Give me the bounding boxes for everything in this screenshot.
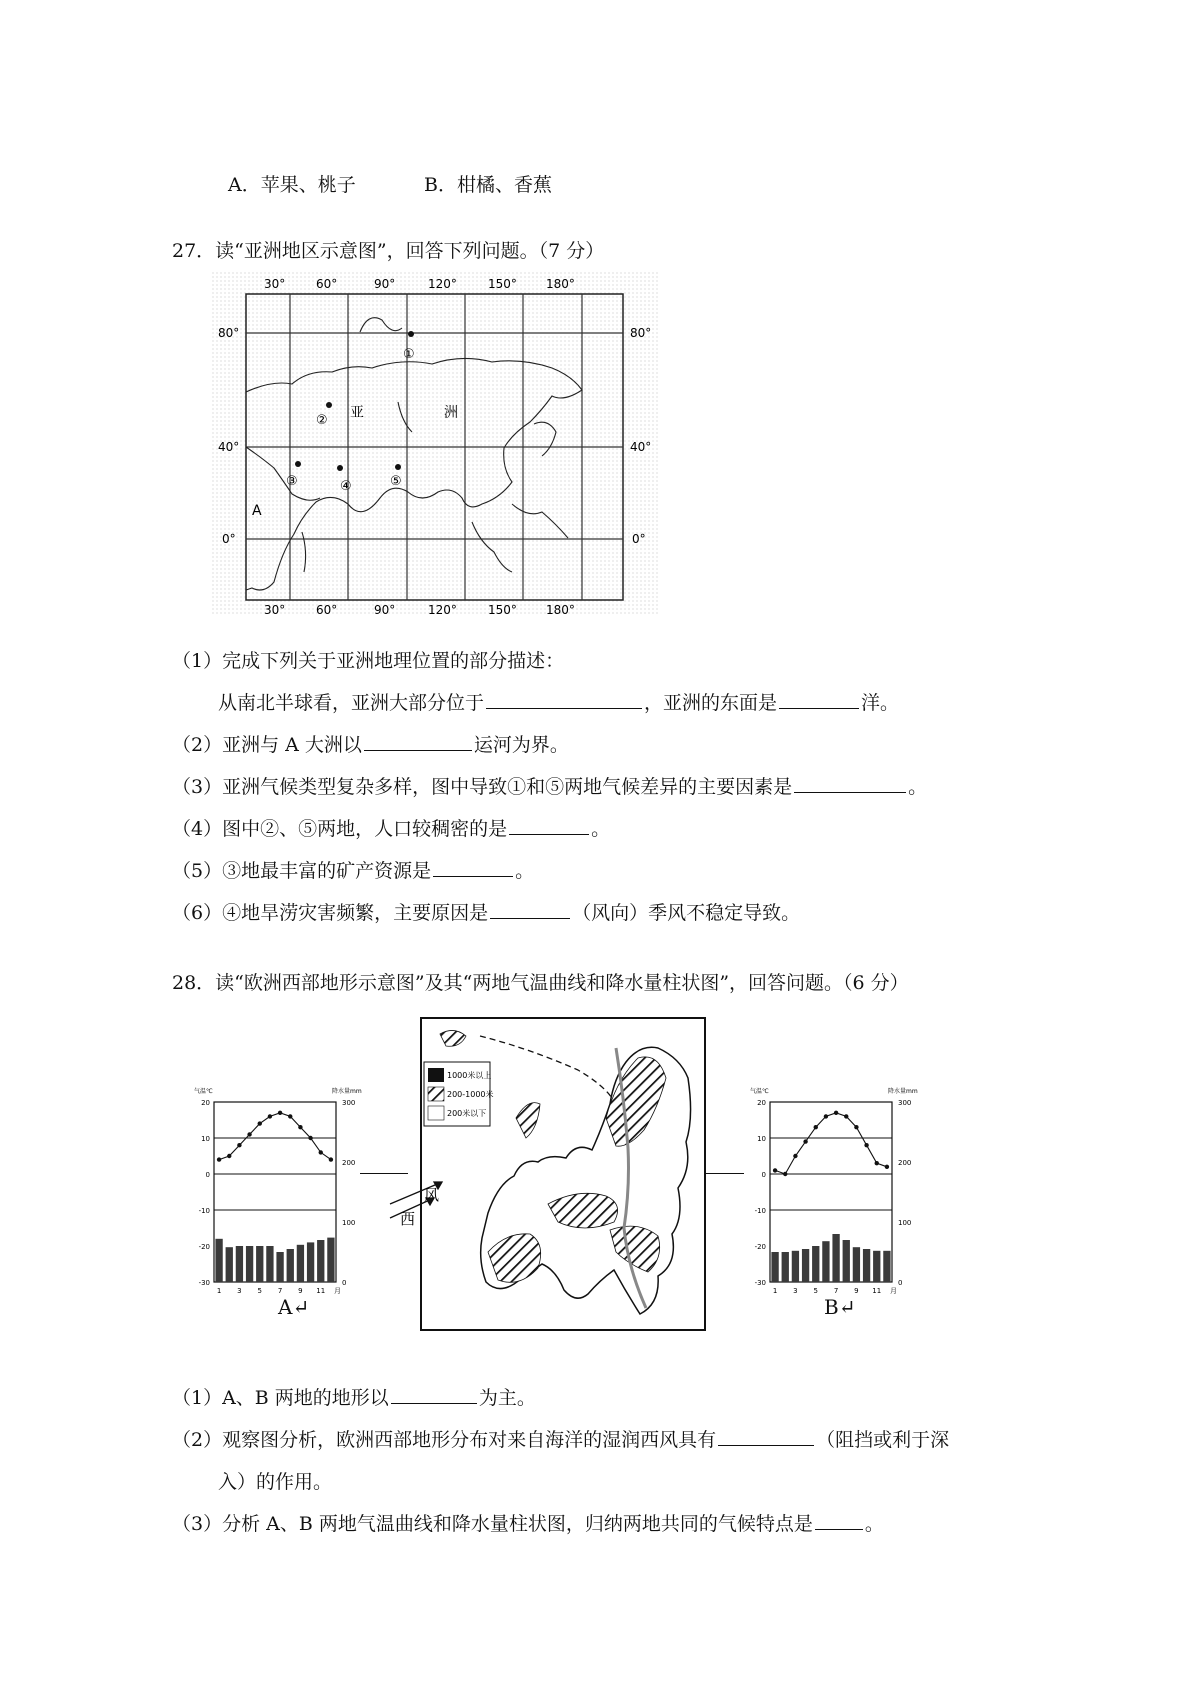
point-label-3: ③ (286, 474, 298, 489)
precip-bar (256, 1246, 263, 1282)
precip-bar (297, 1245, 304, 1282)
point-label-5: ⑤ (390, 474, 402, 489)
q27-sub1-body: 从南北半球看，亚洲大部分位于 ，亚洲的东面是 洋。 (218, 692, 900, 714)
temp-point (854, 1125, 858, 1129)
precip-bar (317, 1240, 324, 1282)
lon-label: 150° (488, 277, 517, 291)
q28-sub2: （2）观察图分析，欧洲西部地形分布对来自海洋的湿润西风具有 （阻挡或利于深 (172, 1429, 950, 1451)
legend-label: 200-1000米 (447, 1090, 494, 1099)
temp-point (814, 1125, 818, 1129)
temp-point (217, 1157, 221, 1161)
lon-label: 60° (316, 603, 338, 616)
precip-unit-label: 降水量mm (332, 1088, 362, 1095)
precip-bar (246, 1246, 253, 1282)
precip-bar (226, 1247, 233, 1282)
temp-tick-label: -20 (198, 1243, 210, 1251)
temp-point (885, 1165, 889, 1169)
answer-blank[interactable] (364, 732, 472, 751)
point-label-4: ④ (340, 479, 352, 494)
answer-blank[interactable] (815, 1511, 863, 1530)
precip-bar (215, 1239, 222, 1282)
lon-label: 120° (428, 603, 457, 616)
precip-bar (832, 1234, 839, 1282)
temp-point (319, 1150, 323, 1154)
precip-bar (266, 1246, 273, 1282)
answer-blank[interactable] (391, 1385, 477, 1404)
precip-unit-label: 降水量mm (888, 1088, 918, 1095)
q27-sub2: （2）亚洲与 A 大洲以 运河为界。 (172, 734, 569, 756)
temp-unit-label: 气温℃ (194, 1088, 213, 1095)
temp-point (773, 1168, 777, 1172)
month-tick-label: 11 (872, 1287, 882, 1295)
answer-blank[interactable] (433, 858, 513, 877)
temp-tick-label: 0 (761, 1171, 766, 1179)
chart-a-label: A↵ (278, 1295, 310, 1319)
temp-point (237, 1143, 241, 1147)
precip-bar (822, 1241, 829, 1282)
temp-point (329, 1157, 333, 1161)
precip-tick-label: 0 (898, 1279, 903, 1287)
temp-point (793, 1154, 797, 1158)
temp-point (783, 1172, 787, 1176)
climate-chart-b (746, 1078, 926, 1310)
map-legend (424, 1062, 494, 1126)
chart-b-label: B↵ (824, 1295, 856, 1319)
month-tick-label: 7 (277, 1287, 283, 1295)
temp-point (803, 1139, 807, 1143)
precip-tick-label: 200 (342, 1159, 356, 1167)
lat-label: 40° (630, 440, 652, 454)
temp-tick-label: 10 (201, 1135, 210, 1143)
legend-label: 1000米以上 (447, 1071, 492, 1080)
temp-tick-label: -10 (754, 1207, 766, 1215)
answer-blank[interactable] (779, 690, 859, 709)
q27-sub1-heading: （1）完成下列关于亚洲地理位置的部分描述： (172, 650, 565, 672)
q28-sub1: （1）A、B 两地的地形以 为主。 (172, 1387, 536, 1409)
q27-sub4: （4）图中②、⑤两地，人口较稠密的是 。 (172, 818, 611, 840)
temp-point (247, 1132, 251, 1136)
lat-label: 0° (632, 532, 646, 546)
temp-point (844, 1114, 848, 1118)
temp-unit-label: 气温℃ (750, 1088, 769, 1095)
month-tick-label: 3 (793, 1287, 798, 1295)
answer-blank[interactable] (794, 774, 906, 793)
precip-tick-label: 0 (342, 1279, 347, 1287)
month-tick-label: 5 (813, 1287, 818, 1295)
precip-bar (883, 1251, 890, 1282)
temp-tick-label: -10 (198, 1207, 210, 1215)
temp-tick-label: 20 (757, 1099, 766, 1107)
continent-label-a: A (252, 503, 262, 519)
precip-bar (853, 1247, 860, 1282)
europe-map (388, 1008, 708, 1334)
precip-bar (287, 1249, 294, 1282)
precip-bar (873, 1251, 880, 1282)
q28-sub2-cont: 入）的作用。 (218, 1471, 333, 1493)
precip-bar (812, 1246, 819, 1282)
precip-bar (771, 1252, 778, 1282)
precip-tick-label: 200 (898, 1159, 912, 1167)
precip-bar (863, 1249, 870, 1282)
month-tick-label: 7 (833, 1287, 839, 1295)
temp-tick-label: 20 (201, 1099, 210, 1107)
lat-label: 0° (222, 532, 236, 546)
temp-tick-label: -30 (198, 1279, 210, 1287)
answer-blank[interactable] (486, 690, 642, 709)
continent-label-asia-2: 洲 (444, 405, 458, 421)
temp-point (864, 1143, 868, 1147)
temp-tick-label: -20 (754, 1243, 766, 1251)
lon-label: 120° (428, 277, 457, 291)
month-tick-label: 11 (316, 1287, 326, 1295)
lat-label: 80° (218, 326, 240, 340)
precip-tick-label: 100 (898, 1219, 912, 1227)
lon-label: 60° (316, 277, 338, 291)
temp-point (834, 1111, 838, 1115)
temp-point (824, 1114, 828, 1118)
q27-sub3: （3）亚洲气候类型复杂多样，图中导致①和⑤两地气候差异的主要因素是 。 (172, 776, 928, 798)
precip-bar (327, 1238, 334, 1282)
temp-tick-label: -30 (754, 1279, 766, 1287)
month-tick-label: 1 (772, 1287, 778, 1295)
temp-point (298, 1125, 302, 1129)
precip-tick-label: 300 (898, 1099, 912, 1107)
question-28-title: 28．读“欧洲西部地形示意图”及其“两地气温曲线和降水量柱状图”，回答问题。（6 分） (172, 972, 909, 994)
temp-point (875, 1161, 879, 1165)
precip-tick-label: 100 (342, 1219, 356, 1227)
continent-label-asia-1: 亚 (350, 405, 364, 421)
q27-sub5: （5）③地最丰富的矿产资源是 。 (172, 860, 535, 882)
wind-label-2: 西 (400, 1210, 416, 1228)
option-a: A．苹果、桃子 (228, 174, 356, 196)
lon-label: 90° (374, 277, 396, 291)
lon-label: 30° (264, 277, 286, 291)
precip-bar (843, 1240, 850, 1282)
lon-label: 150° (488, 603, 517, 616)
q28-sub3: （3）分析 A、B 两地气温曲线和降水量柱状图，归纳两地共同的气候特点是 。 (172, 1513, 884, 1535)
temp-point (268, 1114, 272, 1118)
lat-label: 80° (630, 326, 652, 340)
precip-bar (236, 1246, 243, 1282)
temp-tick-label: 10 (757, 1135, 766, 1143)
wind-label-1: 风 (424, 1186, 440, 1204)
connector-line-right (704, 1173, 744, 1174)
lon-label: 90° (374, 603, 396, 616)
answer-blank[interactable] (490, 900, 570, 919)
month-tick-label: 3 (237, 1287, 242, 1295)
month-tick-label: 1 (216, 1287, 222, 1295)
climate-chart-a (190, 1078, 370, 1310)
lat-label: 40° (218, 440, 240, 454)
month-tick-label: 5 (257, 1287, 262, 1295)
point-label-1: ① (403, 347, 415, 362)
month-tick-label: 9 (854, 1287, 859, 1295)
temp-point (258, 1121, 262, 1125)
q27-sub6: （6）④地旱涝灾害频繁，主要原因是 （风向）季风不稳定导致。 (172, 902, 801, 924)
asia-map (212, 272, 660, 616)
temp-point (278, 1111, 282, 1115)
temp-point (288, 1114, 292, 1118)
temp-tick-label: 0 (205, 1171, 210, 1179)
lon-label: 30° (264, 603, 286, 616)
temp-point (308, 1136, 312, 1140)
point-label-2: ② (316, 413, 328, 428)
month-tick-label: 9 (298, 1287, 303, 1295)
lon-label: 180° (546, 603, 575, 616)
precip-bar (307, 1242, 314, 1282)
question-27-title: 27．读“亚洲地区示意图”，回答下列问题。（7 分） (172, 240, 605, 262)
month-unit-label: 月 (334, 1287, 341, 1295)
month-unit-label: 月 (890, 1287, 897, 1295)
answer-blank[interactable] (509, 816, 589, 835)
answer-blank[interactable] (718, 1427, 814, 1446)
temp-point (227, 1154, 231, 1158)
precip-bar (792, 1251, 799, 1282)
lon-label: 180° (546, 277, 575, 291)
precip-bar (782, 1252, 789, 1282)
option-b: B．柑橘、香蕉 (424, 174, 552, 196)
precip-bar (802, 1249, 809, 1282)
precip-bar (276, 1252, 283, 1282)
legend-label: 200米以下 (447, 1109, 487, 1118)
precip-tick-label: 300 (342, 1099, 356, 1107)
